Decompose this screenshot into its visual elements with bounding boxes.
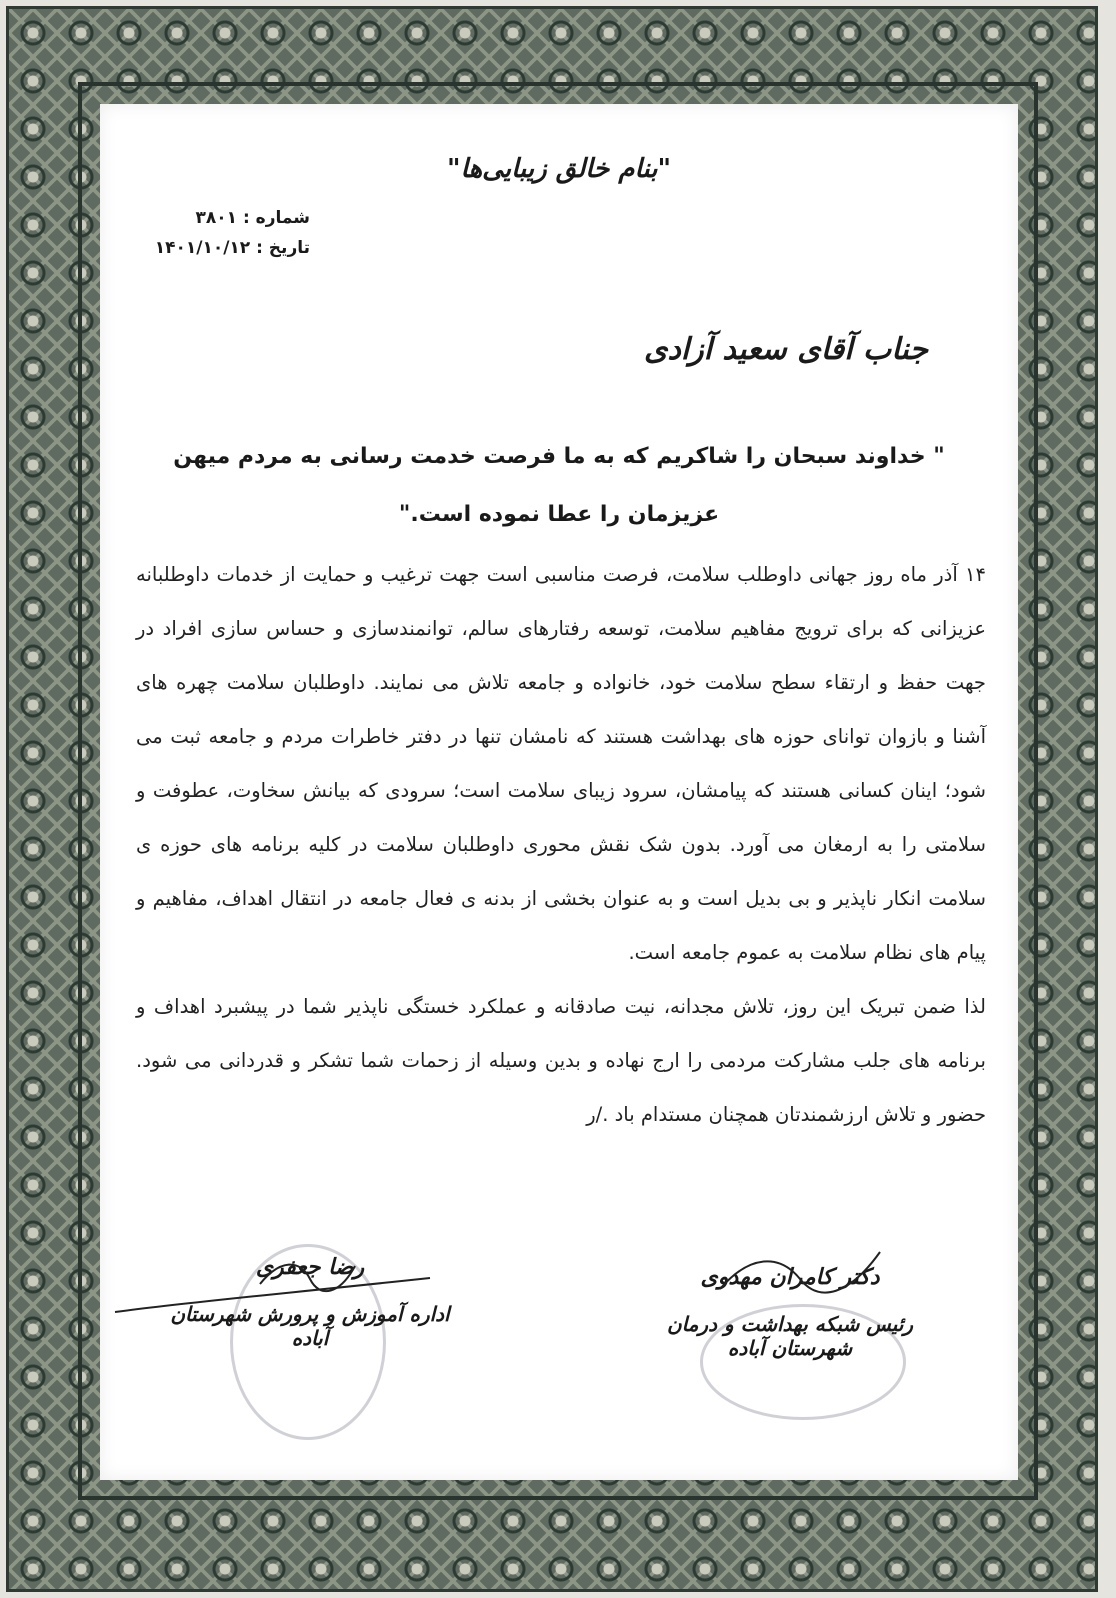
signatory-name-right: دکتر کامران مهدوی	[700, 1264, 880, 1290]
signatory-title-left: اداره آموزش و پرورش شهرستان آباده	[170, 1302, 450, 1350]
letter-meta	[100, 208, 310, 268]
signatory-name-left: رضا جعفری	[255, 1254, 365, 1280]
addressee: جناب آقای سعید آزادی	[643, 332, 928, 367]
body-paragraph-1: ۱۴ آذر ماه روز جهانی داوطلب سلامت، فرصت مناسبی است جهت ترغیب و حمایت از خدمات داوطلبانه عزیزانی که برای ترویج مفاهیم سلامت، توسعه رفتارهای سالم، توانمندسازی و حساس سازی افراد در جهت حفظ و ارتقاء سطح سلامت خود، خانواده و جامعه تلاش می نمایند. داوطلبان سلامت چهره های آشنا و بازوان توانای حوزه های بهداشت هستند که نامشان تنها در دفتر خاطرات مردم و جامعه ثبت می شود؛ اینان کسانی هستند که پیامشان، سرود زیبای سلامت است؛ سرودی که بیانش سخاوت، عطوفت و سلامتی را به ارمغان می آورد. بدون شک نقش محوری داوطلبان سلامت در کلیه برنامه های حوزه ی سلامت انکار ناپذیر و بی بدیل است و به عنوان بخشی از بدنه ی فعال جامعه در انتقال اهداف، مفاهیم و پیام های نظام سلامت به عموم جامعه است.	[136, 563, 986, 964]
signature-scribble-right	[710, 1244, 890, 1304]
body-paragraph-2: لذا ضمن تبریک این روز، تلاش مجدانه، نیت صادقانه و عملکرد خستگی ناپذیر شما در پیشبرد اهداف و برنامه های جلب مشارکت مردمی را ارج نهاده و بدین وسیله از زحمات شما تشکر و قدردانی می شود. حضور و تلاش ارزشمندتان همچنان مستدام باد ./ر	[136, 995, 986, 1126]
letter-date: تاریخ : ۱۴۰۱/۱۰/۱۲	[154, 238, 310, 258]
certificate-paper	[100, 104, 1018, 1480]
letter-body	[136, 548, 986, 1142]
opening-quote: " خداوند سبحان را شاکریم که به ما فرصت خدمت رسانی به مردم میهن عزیزمان را عطا نموده است."	[173, 444, 945, 527]
letter-number: شماره : ۳۸۰۱	[195, 208, 310, 228]
signature-scribble-left	[110, 1254, 440, 1324]
invocation-heading: "بنام خالق زیبایی‌ها"	[447, 154, 671, 184]
signatory-title-right: رئیس شبکه بهداشت و درمان شهرستان آباده	[666, 1312, 914, 1360]
